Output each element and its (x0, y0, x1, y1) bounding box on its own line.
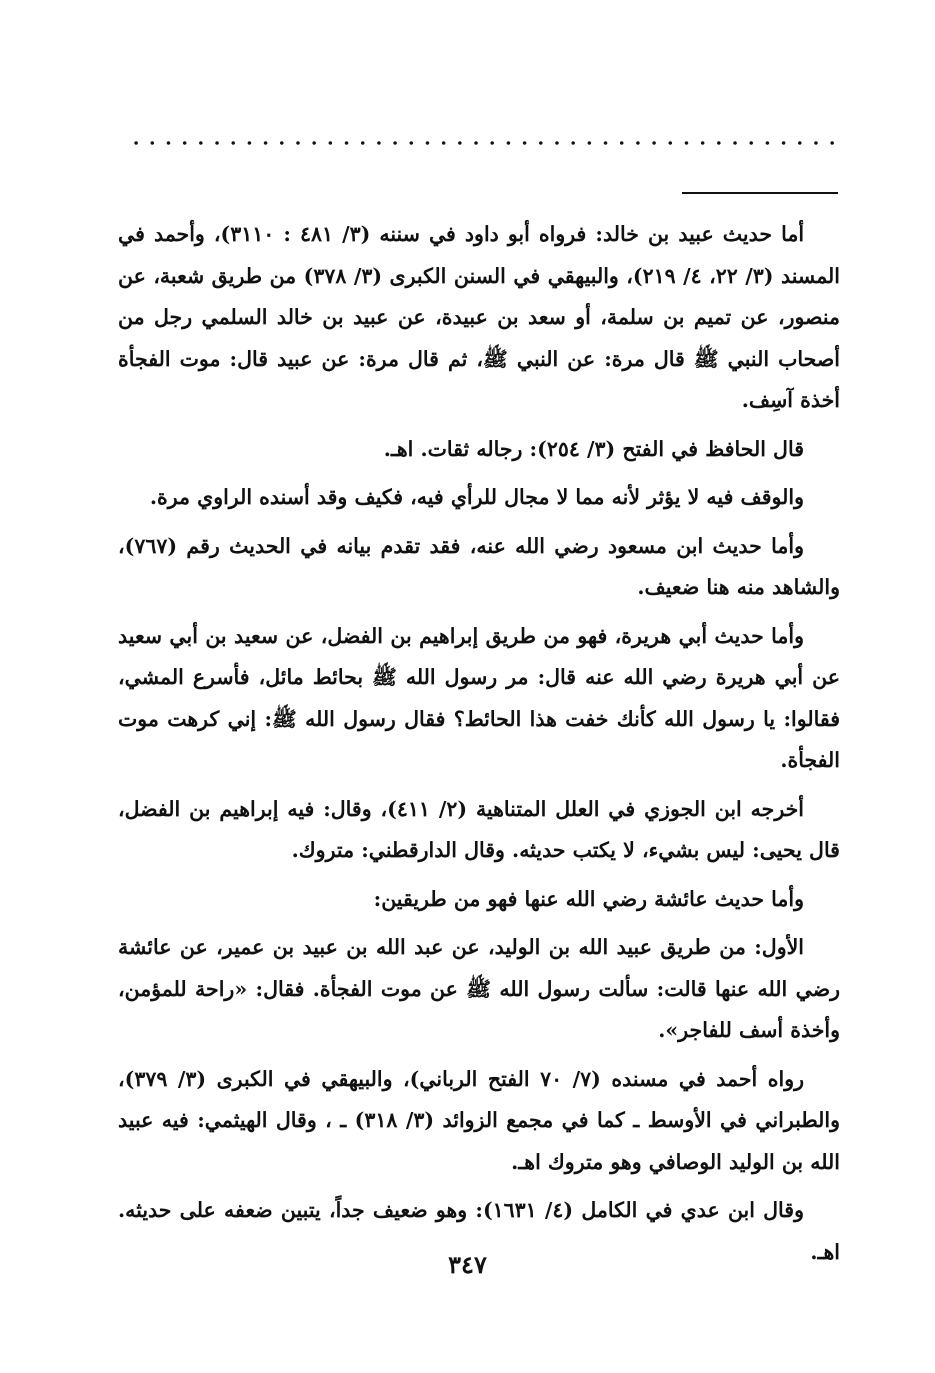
footnote-rule (682, 192, 838, 194)
paragraph: وأما حديث عائشة رضي الله عنها فهو من طريقين: (373, 886, 804, 911)
paragraph: أما حديث عبيد بن خالد: فرواه أبو داود في سننه (٣/ ٤٨١ : ٣١١٠)، وأحمد في المسند (٣/ ٢٢، ٤/ ٢١٩)، والبيهقي في السنن الكبرى (٣/ ٣٧٨) من طريق شعبة، عن منصور، عن تميم بن سلمة، أو سعد بن عبيدة، عن عبيد بن خالد السلمي رجل من أصحاب النبي ﷺ قال مرة: عن النبي ﷺ، ثم قال مرة: عن عبيد قال: موت الفجأة أخذة آسِف. (118, 222, 840, 412)
paragraph: الأول: من طريق عبيد الله بن الوليد، عن عبد الله بن عبيد بن عمير، عن عائشة رضي الله عنها قالت: سألت رسول الله ﷺ عن موت الفجأة. فقال: «راحة للمؤمن، وأخذة أسف للفاجر». (118, 935, 840, 1042)
paragraph: وقال ابن عدي في الكامل (٤/ ١٦٣١): وهو ضعيف جداً، يتبين ضعفه على حديثه. اهـ. (118, 1198, 840, 1264)
paragraph: أخرجه ابن الجوزي في العلل المتناهية (٢/ ٤١١)، وقال: فيه إبراهيم بن الفضل، قال يحيى: ليس بشيء، لا يكتب حديثه. وقال الدارقطني: متروك. (118, 796, 840, 862)
paragraph: وأما حديث أبي هريرة، فهو من طريق إبراهيم بن الفضل، عن سعيد بن أبي سعيد عن أبي هريرة رضي الله عنه قال: مر رسول الله ﷺ بحائط مائل، فأسرع المشي، فقالوا: يا رسول الله كأنك خفت هذا الحائط؟ فقال رسول الله ﷺ: إني كرهت موت الفجأة. (118, 623, 840, 772)
paragraph: وأما حديث ابن مسعود رضي الله عنه، فقد تقدم بيانه في الحديث رقم (٧٦٧)، والشاهد منه هنا ضعيف. (118, 533, 840, 599)
paragraph: قال الحافظ في الفتح (٣/ ٢٥٤): رجاله ثقات. اهـ. (383, 436, 804, 461)
paragraph: والوقف فيه لا يؤثر لأنه مما لا مجال للرأي فيه، فكيف وقد أسنده الراوي مرة. (149, 485, 804, 509)
paragraph: رواه أحمد في مسنده (٧/ ٧٠ الفتح الرباني)، والبيهقي في الكبرى (٣/ ٣٧٩)، والطبراني في الأوسط ـ كما في مجمع الزوائد (٣/ ٣١٨) ـ ، وقال الهيثمي: فيه عبيد الله بن الوليد الوصافي وهو متروك اهـ. (118, 1066, 841, 1174)
page-number: ٣٤٧ (448, 1250, 487, 1279)
dotted-separator (128, 140, 838, 146)
footnote-text-block (118, 214, 840, 1280)
